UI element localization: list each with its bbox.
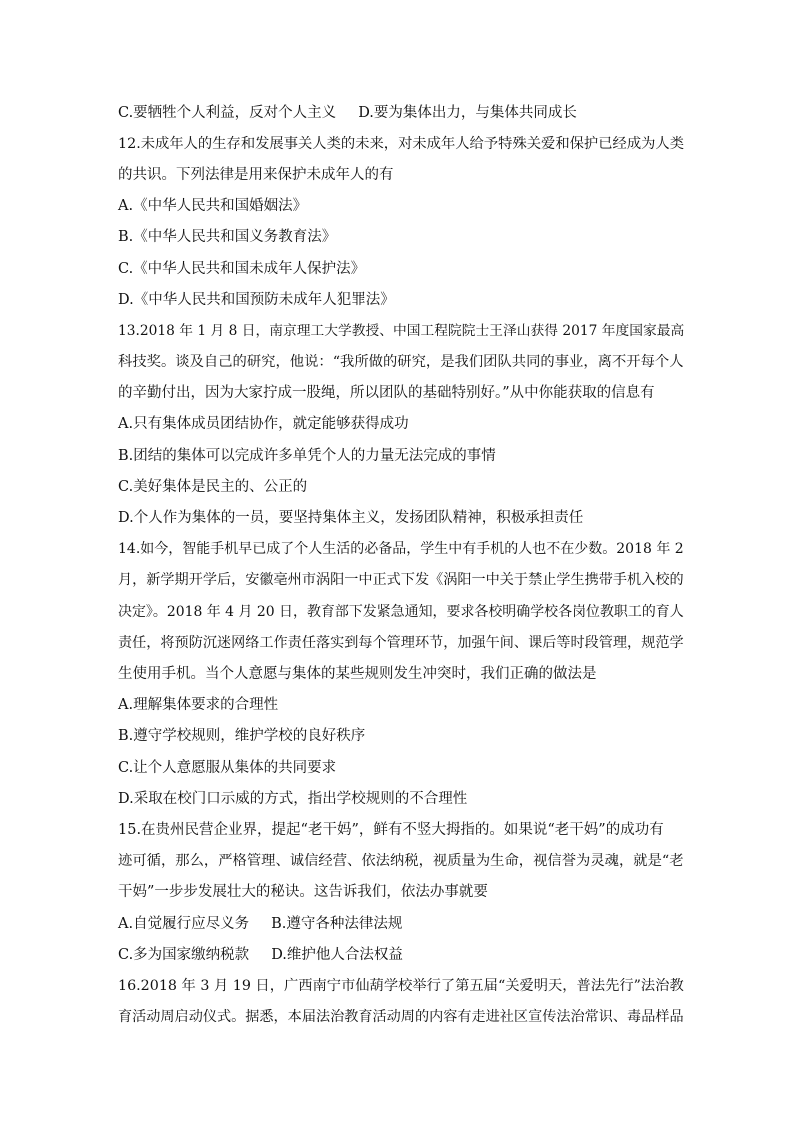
q12-stem-line-1: 12.未成年人的生存和发展事关人类的未来，对未成年人给予特殊关爱和保护已经成为人类 [118,136,685,152]
q15-option-a: A.自觉履行应尽义务 [118,916,250,932]
q14-option-a: A.理解集体要求的合理性 [118,697,279,713]
q15-stem-line-2: 迹可循，那么，严格管理、诚信经营、依法纳税，视质量为生命，视信誉为灵魂，就是“老 [118,853,684,869]
q13-stem-line-2: 科技奖。谈及自己的研究，他说：“我所做的研究，是我们团队共同的事业，离不开每个人 [118,354,684,370]
q12-stem-line-2: 的共识。下列法律是用来保护未成年人的有 [118,167,394,183]
q13-option-a: A.只有集体成员团结协作，就定能够获得成功 [118,416,409,432]
q13-stem-line-1: 13.2018 年 1 月 8 日，南京理工大学教授、中国工程院院士王泽山获得 2017 年度国家最高 [118,323,685,339]
q15-options-cd [118,945,403,965]
q14-stem-line-1: 14.如今，智能手机早已成了个人生活的必备品，学生中有手机的人也不在少数。2018 年 2 [118,541,684,557]
q14-stem-line-5: 生使用手机。当个人意愿与集体的某些规则发生冲突时，我们正确的做法是 [118,666,597,682]
q14-stem-line-4: 责任，将预防沉迷网络工作责任落实到每个管理环节，加强午间、课后等时段管理，规范学 [118,635,684,651]
q14-stem-line-2: 月，新学期开学后，安徽亳州市涡阳一中正式下发《涡阳一中关于禁止学生携带手机入校的 [118,572,684,588]
q13-option-b: B.团结的集体可以完成许多单凭个人的力量无法完成的事情 [118,448,496,464]
q12-option-a: A.《中华人民共和国婚姻法》 [118,198,308,214]
q13-stem-line-3: 的辛勤付出，因为大家拧成一股绳，所以团队的基础特别好。”从中你能获取的信息有 [118,385,655,401]
q15-option-d: D.维护他人合法权益 [271,947,403,963]
q14-option-c: C.让个人意愿服从集体的共同要求 [118,760,337,776]
q11-option-c: C.要牺牲个人利益，反对个人主义 [118,105,337,121]
q12-option-c: C.《中华人民共和国未成年人保护法》 [118,261,366,277]
q11-option-d: D.要为集体出力，与集体共同成长 [358,105,577,121]
q15-stem-line-3: 干妈”一步步发展壮大的秘诀。这告诉我们，依法办事就要 [118,884,488,900]
q12-option-d: D.《中华人民共和国预防未成年人犯罪法》 [118,292,395,308]
q15-stem-line-1: 15.在贵州民营企业界，提起“老干妈”，鲜有不竖大拇指的。如果说“老干妈”的成功有 [118,822,664,838]
q12-option-b: B.《中华人民共和国义务教育法》 [118,229,337,245]
q15-option-b: B.遵守各种法律法规 [271,916,403,932]
q14-stem-line-3: 决定》。2018 年 4 月 20 日，教育部下发紧急通知，要求各校明确学校各岗位教职工的育人 [118,604,684,620]
q15-options-ab [118,914,402,934]
q14-option-d: D.采取在校门口示威的方式，指出学校规则的不合理性 [118,791,468,807]
q13-option-d: D.个人作为集体的一员，要坚持集体主义，发扬团队精神，积极承担责任 [118,510,584,526]
q16-stem-line-1: 16.2018 年 3 月 19 日，广西南宁市仙葫学校举行了第五届“关爱明天，普法先行”法治教 [118,978,684,994]
q14-option-b: B.遵守学校规则，维护学校的良好秩序 [118,728,366,744]
q15-option-c: C.多为国家缴纳税款 [118,947,250,963]
q16-stem-line-2: 育活动周启动仪式。据悉，本届法治教育活动周的内容有走进社区宣传法治常识、毒品样品 [118,1009,684,1025]
q13-option-c: C.美好集体是民主的、公正的 [118,479,308,495]
q11-options-cd [118,103,577,123]
